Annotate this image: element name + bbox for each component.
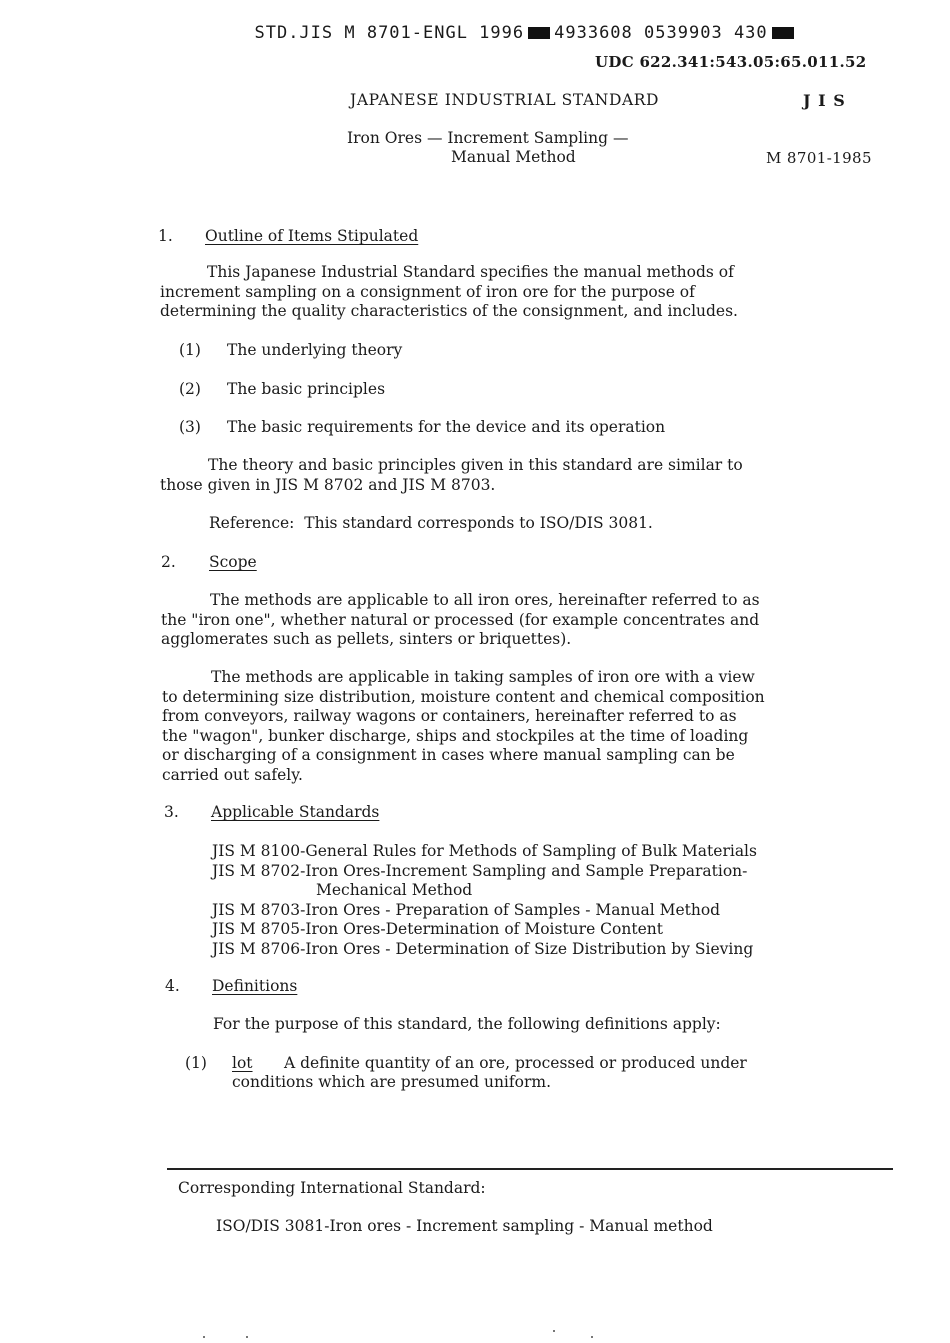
udc-code: UDC 622.341:543.05:65.011.52 — [595, 53, 867, 71]
section-2-number: 2. — [161, 553, 176, 571]
scan-header-code: STD.JIS M 8701-ENGL 1996 — [254, 23, 525, 43]
text-line: agglomerates such as pellets, sinters or briquettes). — [161, 630, 572, 648]
jis-mark: J I S — [803, 91, 846, 110]
barcode-block — [772, 27, 794, 39]
list-item-3-text: The basic requirements for the device and its operation — [227, 418, 666, 436]
text-line: from conveyors, railway wagons or containers, hereinafter referred to as — [162, 707, 737, 725]
section-1-title: Outline of Items Stipulated — [205, 227, 419, 245]
document-number: M 8701-1985 — [766, 149, 872, 167]
reference-note: Reference: This standard corresponds to ISO/DIS 3081. — [209, 514, 653, 532]
footer-divider — [167, 1168, 893, 1170]
scan-artifact — [203, 1336, 205, 1338]
text-line: This Japanese Industrial Standard specifies the manual methods of — [207, 263, 734, 281]
section-1-number: 1. — [158, 227, 173, 245]
definition-1-line-2: conditions which are presumed uniform. — [232, 1073, 551, 1091]
section-1-intro — [160, 263, 738, 322]
section-4-title: Definitions — [212, 977, 298, 995]
scan-artifact — [553, 1330, 555, 1332]
title-line-1: Iron Ores — Increment Sampling — — [347, 129, 629, 147]
list-item-1-number: (1) — [179, 341, 201, 359]
footer-label: Corresponding International Standard: — [178, 1179, 486, 1197]
section-3-title: Applicable Standards — [211, 803, 380, 821]
standard-ref: JIS M 8100-General Rules for Methods of Sampling of Bulk Materials — [212, 842, 757, 860]
section-2-para-2 — [162, 668, 765, 785]
barcode-block — [528, 27, 550, 39]
scan-artifact — [591, 1336, 593, 1338]
scan-artifact — [246, 1336, 248, 1338]
list-item-3-number: (3) — [179, 418, 201, 436]
section-1-theory — [160, 456, 743, 495]
text-line: carried out safely. — [162, 765, 303, 784]
scan-header — [232, 3, 798, 43]
definition-1-term: lot — [232, 1054, 253, 1072]
standard-ref: JIS M 8706-Iron Ores - Determination of Size Distribution by Sieving — [212, 939, 754, 958]
list-item-1-text: The underlying theory — [227, 341, 403, 359]
footer-standard: ISO/DIS 3081-Iron ores - Increment sampling - Manual method — [216, 1217, 713, 1235]
section-4-number: 4. — [165, 977, 180, 995]
standard-ref: JIS M 8702-Iron Ores-Increment Sampling and Sample Preparation- — [212, 861, 748, 880]
section-3-number: 3. — [164, 803, 179, 821]
text-line: determining the quality characteristics of the consignment, and includes. — [160, 302, 738, 320]
standard-ref: JIS M 8705-Iron Ores-Determination of Moisture Content — [212, 920, 663, 938]
text-line: The theory and basic principles given in this standard are similar to — [208, 456, 743, 474]
scan-header-number2: 0539903 — [644, 23, 723, 43]
text-line: to determining size distribution, moisture content and chemical composition — [162, 687, 765, 706]
scan-header-number1: 4933608 — [554, 23, 633, 43]
scan-header-number3: 430 — [733, 23, 768, 43]
standard-ref: JIS M 8703-Iron Ores - Preparation of Samples - Manual Method — [212, 900, 721, 919]
list-item-2-text: The basic principles — [227, 380, 386, 398]
definition-1-line-1: A definite quantity of an ore, processed or produced under — [284, 1054, 747, 1072]
definitions-intro: For the purpose of this standard, the following definitions apply: — [213, 1015, 721, 1033]
section-2-title: Scope — [209, 553, 257, 571]
section-2-para-1 — [161, 591, 760, 650]
title-line-2: Manual Method — [451, 148, 576, 166]
text-line: increment sampling on a consignment of iron ore for the purpose of — [160, 282, 695, 301]
text-line: The methods are applicable to all iron ores, hereinafter referred to as — [210, 591, 760, 609]
list-item-2-number: (2) — [179, 380, 201, 398]
text-line: or discharging of a consignment in cases where manual sampling can be — [162, 746, 735, 764]
text-line: those given in JIS M 8702 and JIS M 8703. — [160, 475, 496, 494]
text-line: the "iron one", whether natural or processed (for example concentrates and — [161, 610, 760, 629]
standard-name: JAPANESE INDUSTRIAL STANDARD — [350, 91, 660, 109]
definition-1-number: (1) — [185, 1054, 207, 1072]
standard-ref: Mechanical Method — [316, 881, 473, 899]
text-line: the "wagon", bunker discharge, ships and stockpiles at the time of loading — [162, 726, 749, 745]
applicable-standards-list — [212, 842, 757, 959]
text-line: The methods are applicable in taking samples of iron ore with a view — [211, 668, 755, 686]
